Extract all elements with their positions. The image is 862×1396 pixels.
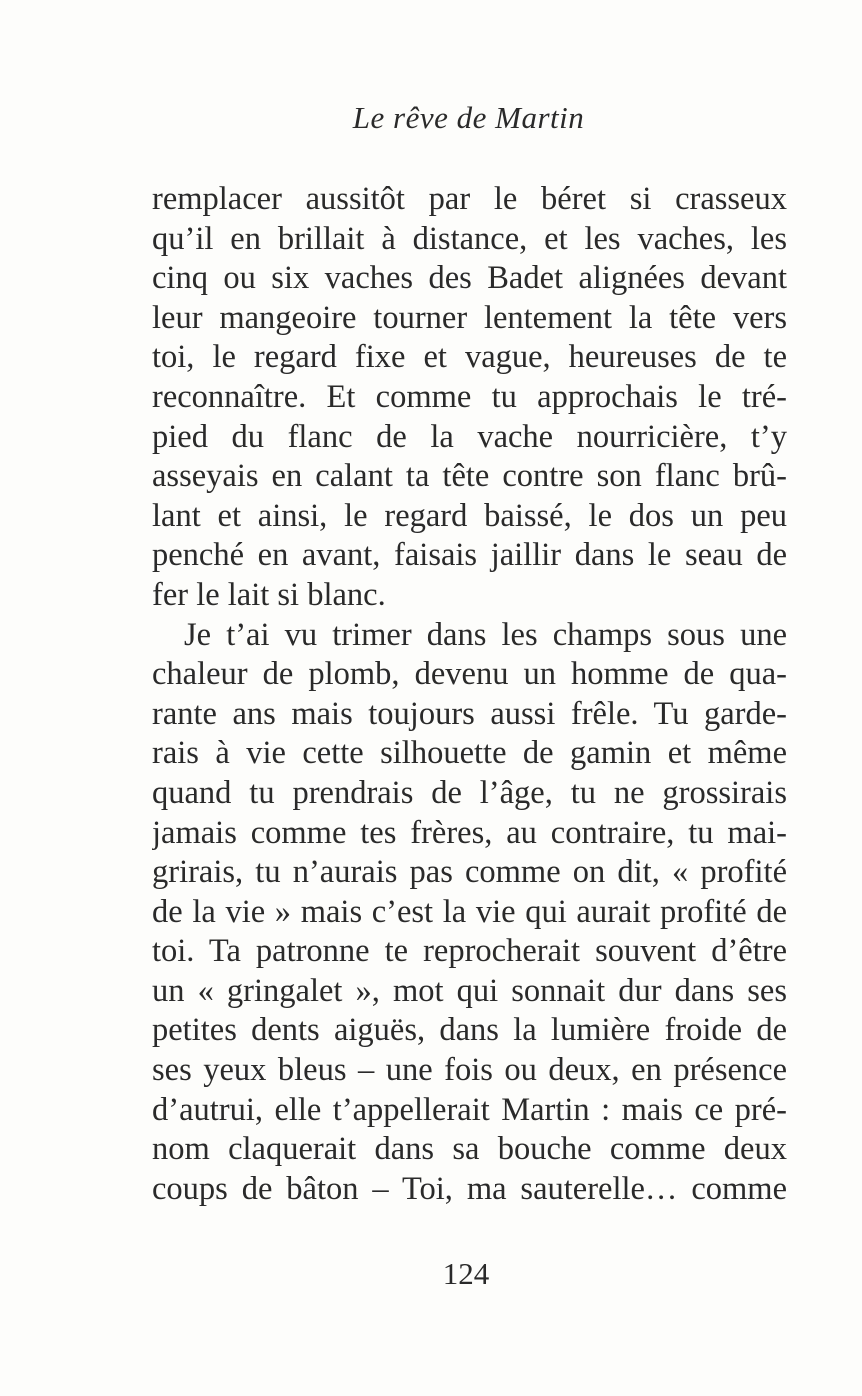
- text-line: ses yeux bleus – une fois ou deux, en présence: [152, 1052, 787, 1089]
- text-line: d’autrui, elle t’appellerait Martin : mais ce pré-: [152, 1091, 787, 1128]
- text-line: chaleur de plomb, devenu un homme de qua-: [152, 656, 787, 693]
- text-line: un « gringalet », mot qui sonnait dur dans ses: [152, 972, 787, 1009]
- page-number: 124: [442, 1256, 490, 1291]
- text-line: toi. Ta patronne te reprocherait souvent d’être: [152, 933, 787, 970]
- text-line: penché en avant, faisais jaillir dans le seau de: [152, 537, 787, 574]
- text-line: toi, le regard fixe et vague, heureuses de te: [152, 339, 787, 376]
- text-line: rais à vie cette silhouette de gamin et même: [152, 735, 787, 772]
- paragraph-2: [152, 616, 787, 1210]
- text-line: qu’il en brillait à distance, et les vaches, les: [152, 220, 787, 257]
- text-line: grirais, tu n’aurais pas comme on dit, « profité: [152, 854, 787, 891]
- text-line: cinq ou six vaches des Badet alignées devant: [152, 260, 787, 297]
- running-title: Le rêve de Martin: [352, 100, 585, 135]
- text-line: leur mangeoire tourner lentement la tête vers: [152, 299, 787, 336]
- text-line: coups de bâton – Toi, ma sauterelle… comme: [152, 1170, 787, 1207]
- paragraph-1: [152, 180, 787, 616]
- text-line: Je t’ai vu trimer dans les champs sous une: [184, 616, 787, 653]
- body-text: [152, 180, 787, 1209]
- text-line: jamais comme tes frères, au contraire, tu mai-: [152, 814, 787, 851]
- text-line: fer le lait si blanc.: [152, 576, 386, 613]
- text-line: de la vie » mais c’est la vie qui aurait profité de: [152, 893, 787, 930]
- text-line: nom claquerait dans sa bouche comme deux: [152, 1131, 787, 1168]
- text-line: pied du flanc de la vache nourricière, t’y: [152, 418, 787, 455]
- text-line: petites dents aiguës, dans la lumière froide de: [152, 1012, 787, 1049]
- text-line: asseyais en calant ta tête contre son flanc brû-: [152, 458, 787, 495]
- text-line: lant et ainsi, le regard baissé, le dos un peu: [152, 497, 787, 534]
- text-line: remplacer aussitôt par le béret si crasseux: [152, 181, 787, 217]
- text-line: reconnaître. Et comme tu approchais le tré-: [152, 378, 787, 415]
- text-line: quand tu prendrais de l’âge, tu ne grossirais: [152, 774, 787, 811]
- text-line: rante ans mais toujours aussi frêle. Tu garde-: [152, 695, 787, 732]
